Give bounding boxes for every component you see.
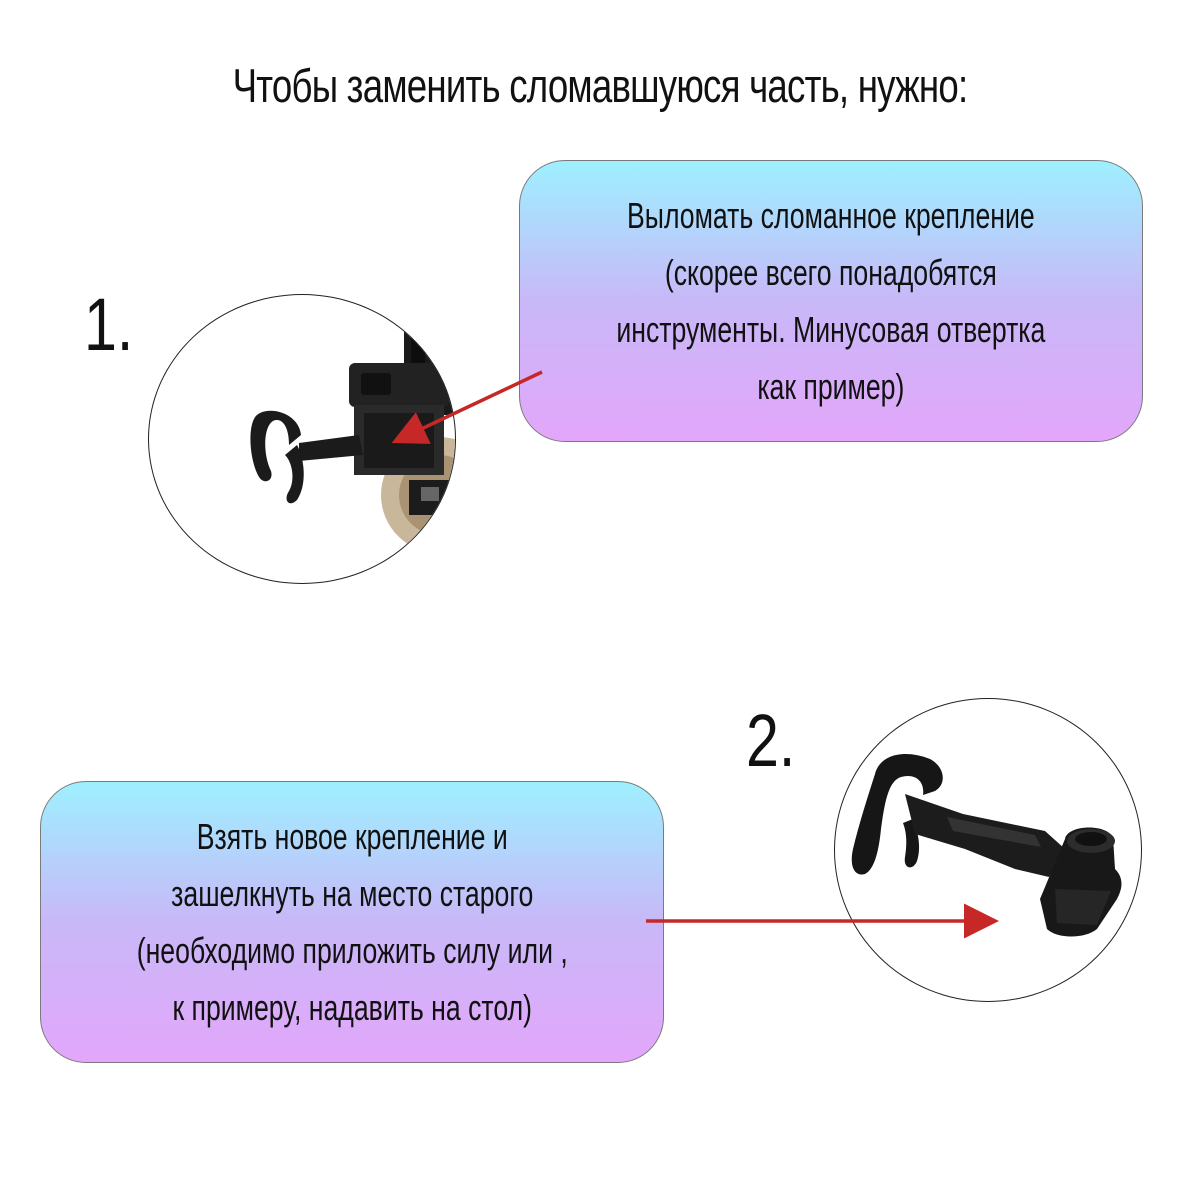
step-2-text <box>136 808 567 1036</box>
step-2-line: зашелкнуть на место старого <box>170 873 534 914</box>
step-1-number: 1. <box>84 283 134 366</box>
step-2-number: 2. <box>746 699 796 782</box>
step-1-bubble <box>519 160 1143 442</box>
new-coupler-icon <box>835 699 1142 1002</box>
step-2-line: к примеру, надавить на стол) <box>172 987 532 1028</box>
step-1-image <box>148 294 456 584</box>
page-title: Чтобы заменить сломавшуюся часть, нужно: <box>232 59 968 112</box>
step-1-line: как пример) <box>757 366 905 407</box>
broken-coupler-icon <box>149 295 456 584</box>
step-1-line: инструменты. Минусовая отвертка <box>616 309 1046 350</box>
step-2-line: (необходимо приложить силу или , <box>136 930 568 971</box>
step-1-line: Выломать сломанное крепление <box>627 195 1035 236</box>
step-1-line: (скорее всего понадобятся <box>664 252 998 293</box>
step-2-image <box>834 698 1142 1002</box>
step-2-line: Взять новое крепление и <box>196 816 508 857</box>
step-1-text <box>617 187 1046 415</box>
step-2-bubble <box>40 781 664 1063</box>
